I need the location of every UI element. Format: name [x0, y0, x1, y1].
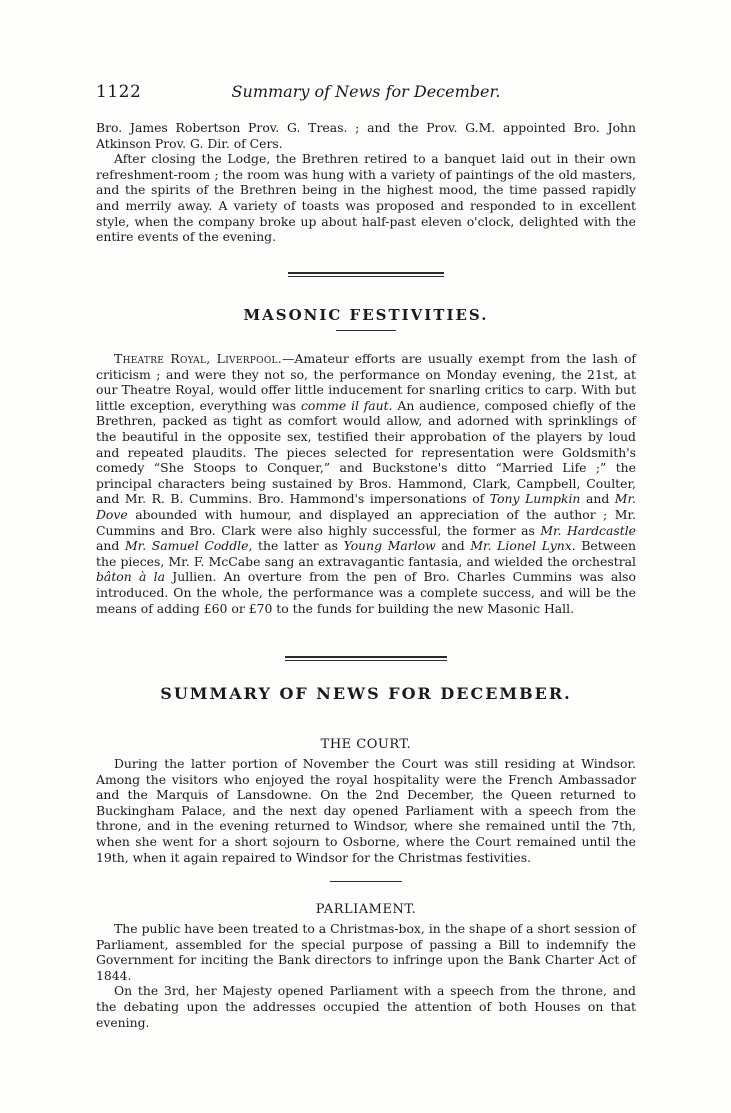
intro-paragraph-1: Bro. James Robertson Prov. G. Treas. ; and the Prov. G.M. appointed Bro. John Atkinson Prov. G. Dir. of Cers.: [96, 120, 636, 151]
festivities-paragraph: [96, 351, 636, 616]
parliament-paragraph-2: On the 3rd, her Majesty opened Parliament with a speech from the throne, and the debating upon the addresses occupied the attention of both Houses on that evening.: [96, 983, 636, 1030]
text-run: and: [435, 538, 471, 554]
text-run: the latter as: [252, 538, 344, 554]
court-heading: THE COURT.: [320, 737, 412, 752]
divider-rule: [285, 656, 447, 658]
running-title: Summary of News for December.: [231, 82, 501, 101]
italic-text-run: Young Marlow: [343, 538, 436, 554]
italic-text-run: Mr. Lionel Lynx.: [470, 538, 576, 554]
italic-text-run: Mr. Hardcastle: [540, 522, 636, 538]
text-run: Between the pieces, Mr. F. McCabe sang an extravagantic fantasia, and wielded the orchestral: [96, 538, 636, 569]
parliament-heading: PARLIAMENT.: [315, 902, 417, 917]
italic-text-run: comme il faut.: [300, 397, 393, 413]
text-run: and: [580, 491, 615, 507]
text-run: abounded with humour, and displayed an appreciation of the author ; Mr. Cummins and Bro. Clark were also highly successful, the former as: [96, 506, 636, 538]
short-rule: [330, 881, 402, 882]
parliament-section: [96, 921, 636, 1030]
text-run: and: [96, 538, 125, 554]
page-number: 1122: [96, 82, 142, 102]
masonic-festivities-title: MASONIC FESTIVITIES.: [243, 306, 489, 324]
divider-rule: [288, 272, 444, 274]
parliament-paragraph-1: The public have been treated to a Christmas-box, in the shape of a short session of Parliament, assembled for the special purpose of passing a Bill to indemnify the Government for inciting the Bank directors to infringe upon the Bank Charter Act of 1844.: [96, 921, 636, 983]
italic-text-run: bâton à la: [96, 569, 166, 585]
summary-title: SUMMARY OF NEWS FOR DECEMBER.: [160, 684, 572, 703]
text-run: Jullien. An overture from the pen of Bro. Charles Cummins was also introduced. On the whole, the performance was a complete success, and will be the means of adding £60 or £70 to the funds for building the new Masonic Hall.: [96, 569, 636, 616]
italic-text-run: Mr. Dove: [96, 491, 636, 522]
text-run: An audience, composed chiefly of the Brethren, packed as tight as comfort would allow, and adorned with sprinklings of the beautiful in the opposite sex, testified their approbation of the players by loud and repeated plaudits. The pieces selected for representation were Goldsmith's comedy “She Stoops to Conquer,” and Buckstone's ditto “Married Life ;” the principal characters being sustained by Bros. Hammond, Clark, Campbell, Coulter, and Mr. R. B. Cummins. Bro. Hammond's impersonations of: [96, 397, 637, 507]
italic-text-run: Mr. Samuel Coddle,: [124, 538, 253, 554]
title-underline: [336, 330, 396, 331]
court-section: [96, 756, 636, 865]
text-run: —Amateur efforts are usually exempt from the lash of criticism ; and were they not so, the performance on Monday evening, the 21st, at our Theatre Royal, would offer little inducement for snarling critics to carp. With but little exception, everything was: [96, 351, 637, 413]
divider-rule: [285, 660, 447, 661]
page-header: [96, 82, 636, 106]
divider-rule: [288, 276, 444, 277]
court-paragraph: During the latter portion of November the Court was still residing at Windsor. Among the visitors who enjoyed the royal hospitality were the French Ambassador and the Marquis of Lansdowne. On the 2nd December, the Queen returned to Buckingham Palace, and the next day opened Parliament with a speech from the throne, and in the evening returned to Windsor, where she remained until the 7th, when she went for a short sojourn to Osborne, where the Court remained until the 19th, when it again repaired to Windsor for the Christmas festivities.: [96, 756, 636, 865]
italic-text-run: Tony Lumpkin: [489, 491, 581, 507]
intro-paragraph-2: After closing the Lodge, the Brethren retired to a banquet laid out in their own refreshment-room ; the room was hung with a variety of paintings of the old masters, and the spirits of the Brethren being in the highest mood, the time passed rapidly and merrily away. A variety of toasts was proposed and responded to in excellent style, when the company broke up about half-past eleven o'clock, delighted with the entire events of the evening.: [96, 151, 636, 245]
festivities-lead: Theatre Royal, Liverpool.: [114, 351, 283, 366]
festivities-section: [96, 351, 636, 616]
intro-section: [96, 120, 636, 245]
